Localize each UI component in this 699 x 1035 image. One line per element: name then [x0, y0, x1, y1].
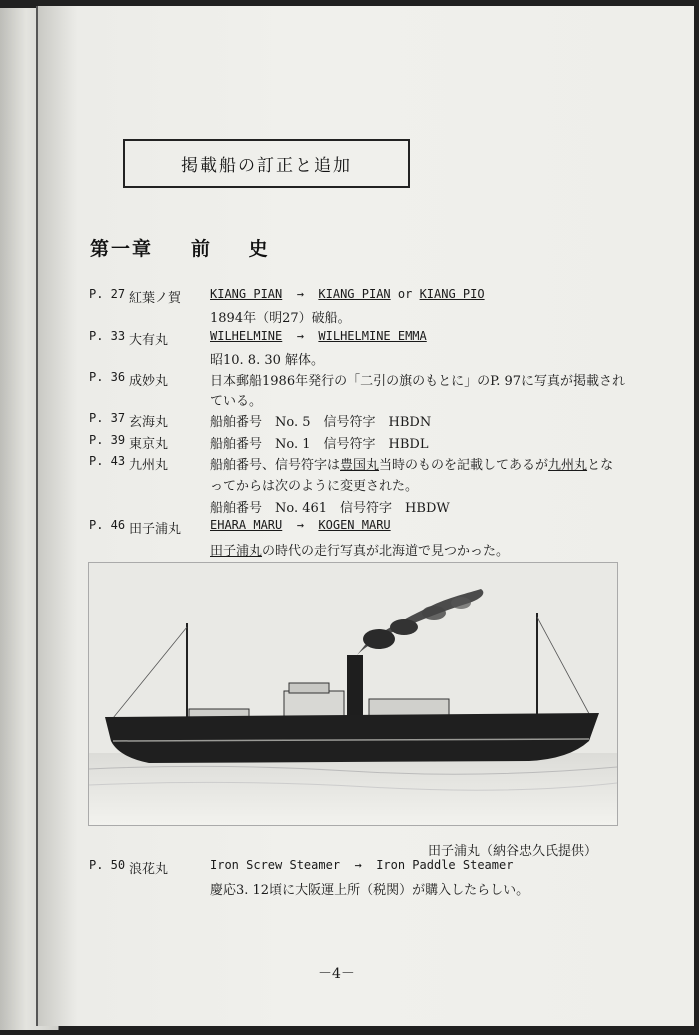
entry-note: 1894年（明27）破船。: [210, 311, 351, 326]
new-name: KOGEN MARU: [318, 518, 391, 532]
arrow-icon: →: [354, 858, 362, 872]
old-name: EHARA MARU: [210, 518, 283, 532]
arrow-icon: →: [296, 329, 304, 343]
entry-ship: 成妙丸: [129, 374, 169, 389]
entry-page: P. 37: [89, 411, 126, 425]
text-part: の時代の走行写真が北海道で見つかった。: [262, 544, 510, 559]
entry-page: P. 39: [89, 433, 126, 447]
ship-name: 田子浦丸: [210, 544, 263, 559]
chapter-heading: [90, 234, 284, 261]
entry-line: [210, 518, 391, 532]
text-part: とな: [587, 458, 614, 473]
ship-name: 九州丸: [548, 458, 588, 473]
page-title: 掲載船の訂正と追加: [123, 139, 410, 188]
entry-line: [210, 329, 427, 343]
entry-ship: 玄海丸: [129, 415, 169, 430]
entry-page: P. 50: [89, 858, 126, 872]
entry-note: ってからは次のように変更された。: [210, 479, 419, 494]
old-name: WILHELMINE: [210, 329, 283, 343]
entry-line: [210, 858, 513, 872]
entry-note: 船舶番号 No. 461 信号符字 HBDW: [210, 501, 450, 516]
entry-ship: 東京丸: [129, 437, 169, 452]
steamship-image: [89, 563, 617, 825]
arrow-icon: →: [296, 287, 304, 301]
entry-note: 昭10. 8. 30 解体。: [210, 353, 325, 368]
entry-ship: 田子浦丸: [129, 522, 182, 537]
entry-page: P. 36: [89, 370, 126, 384]
chapter-number: 第一章: [90, 238, 154, 260]
entry-ship: 紅葉ノ賀: [129, 291, 182, 306]
arrow-icon: →: [296, 518, 304, 532]
text-part: 当時のものを記載してあるが: [379, 458, 549, 473]
entry-line: [210, 454, 613, 473]
old-type: Iron Screw Steamer: [210, 858, 341, 872]
entry-line: 日本郵船1986年発行の「二引の旗のもとに」のP. 97に写真が掲載され: [210, 374, 626, 389]
new-name: WILHELMINE EMMA: [318, 329, 427, 343]
entry-note: [210, 540, 509, 559]
ship-photo: [88, 562, 618, 826]
entry-line: 船舶番号 No. 1 信号符字 HBDL: [210, 437, 429, 452]
photo-caption: 田子浦丸（納谷忠久氏提供）: [428, 844, 598, 859]
entry-page: P. 33: [89, 329, 126, 343]
entry-ship: 九州丸: [129, 458, 169, 473]
or-text: or: [397, 287, 413, 301]
new-name: KIANG PIAN: [318, 287, 391, 301]
entry-ship: 大有丸: [129, 333, 169, 348]
ship-name: 豊国丸: [340, 458, 380, 473]
entry-note: ている。: [210, 394, 263, 409]
new-type: Iron Paddle Steamer: [376, 858, 514, 872]
old-name: KIANG PIAN: [210, 287, 283, 301]
alt-name: KIANG PIO: [419, 287, 485, 301]
chapter-name: 前 史: [191, 238, 284, 260]
entry-page: P. 43: [89, 454, 126, 468]
entry-page: P. 27: [89, 287, 126, 301]
entry-page: P. 46: [89, 518, 126, 532]
entry-line: 船舶番号 No. 5 信号符字 HBDN: [210, 415, 432, 430]
entry-ship: 浪花丸: [129, 862, 169, 877]
text-part: 船舶番号、信号符字は: [210, 458, 341, 473]
page-number: －4－: [318, 966, 355, 982]
entry-line: [210, 287, 485, 301]
entry-note: 慶応3. 12頃に大阪運上所（税関）が購入したらしい。: [210, 883, 530, 898]
